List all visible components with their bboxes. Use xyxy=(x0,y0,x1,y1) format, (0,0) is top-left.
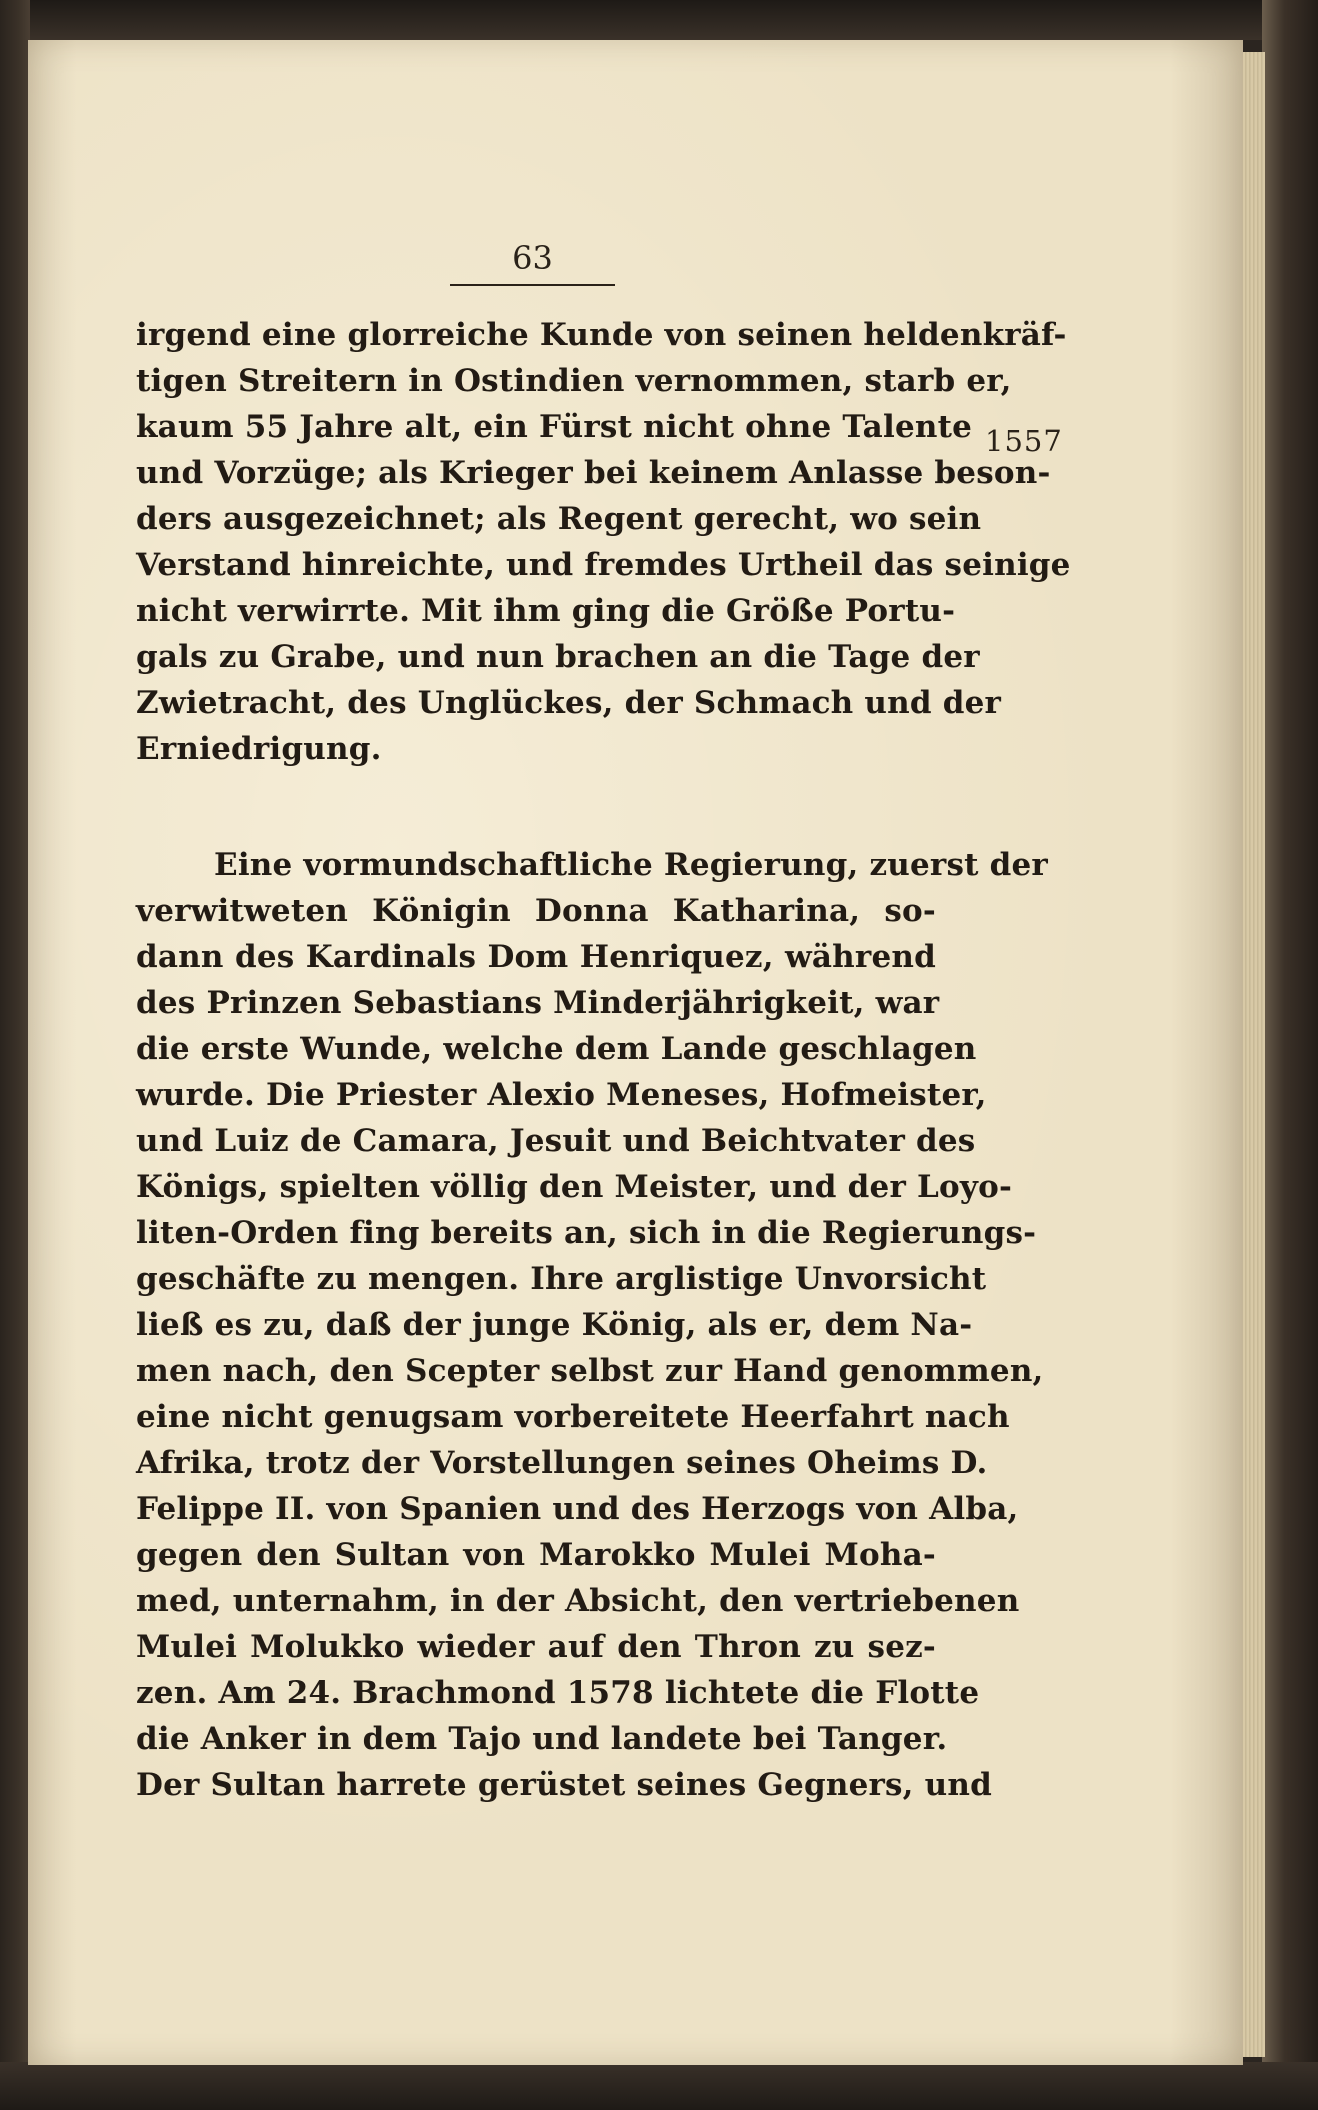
text-line: Der Sultan harrete gerüstet seines Gegners, und xyxy=(136,1767,993,1803)
text-line: des Prinzen Sebastians Minderjährigkeit, war xyxy=(136,985,940,1021)
text-line: eine nicht genugsam vorbereitete Heerfahrt nach xyxy=(136,1399,1010,1435)
text-line: dann des Kardinals Dom Henriquez, während xyxy=(136,939,936,975)
book-cover-left xyxy=(0,0,30,2110)
text-line: kaum 55 Jahre alt, ein Fürst nicht ohne Talente xyxy=(136,409,973,445)
text-line: nicht verwirrte. Mit ihm ging die Größe Portu- xyxy=(136,593,956,629)
text-line: Verstand hinreichte, und fremdes Urtheil das seinige xyxy=(136,547,1071,583)
text-line: und Luiz de Camara, Jesuit und Beichtvater des xyxy=(136,1123,976,1159)
text-line: Erniedrigung. xyxy=(136,731,382,767)
text-line: ließ es zu, daß der junge König, als er, dem Na- xyxy=(136,1307,973,1343)
text-line: zen. Am 24. Brachmond 1578 lichtete die Flotte xyxy=(136,1675,980,1711)
text-line: tigen Streitern in Ostindien vernommen, starb er, xyxy=(136,363,1012,399)
header-rule xyxy=(450,284,615,286)
page-number: 63 xyxy=(512,239,553,277)
margin-year: 1557 xyxy=(985,424,1063,458)
text-line: men nach, den Scepter selbst zur Hand genommen, xyxy=(136,1353,1044,1389)
book-cover-right xyxy=(1262,0,1318,2110)
book-cover-top xyxy=(0,0,1318,40)
text-line: die Anker in dem Tajo und landete bei Tanger. xyxy=(136,1721,948,1757)
text-line: verwitweten Königin Donna Katharina, so- xyxy=(136,893,936,929)
text-line: Zwietracht, des Unglückes, der Schmach und der xyxy=(136,685,1002,721)
text-line: geschäfte zu mengen. Ihre arglistige Unvorsicht xyxy=(136,1261,987,1297)
text-line: Afrika, trotz der Vorstellungen seines Oheims D. xyxy=(136,1445,988,1481)
paragraph-gap xyxy=(136,772,936,842)
text-line: Mulei Molukko wieder auf den Thron zu sez- xyxy=(136,1629,936,1665)
text-line: Felippe II. von Spanien und des Herzogs von Alba, xyxy=(136,1491,1019,1527)
text-line: irgend eine glorreiche Kunde von seinen heldenkräf- xyxy=(136,317,1067,353)
paragraph-2 xyxy=(136,842,1048,1808)
text-line: gals zu Grabe, und nun brachen an die Tage der xyxy=(136,639,980,675)
text-line: Königs, spielten völlig den Meister, und der Loyo- xyxy=(136,1169,1013,1205)
page-header xyxy=(450,238,615,286)
text-line: die erste Wunde, welche dem Lande geschlagen xyxy=(136,1031,977,1067)
text-line: ders ausgezeichnet; als Regent gerecht, wo sein xyxy=(136,501,982,537)
text-line: liten-Orden fing bereits an, sich in die Regierungs- xyxy=(136,1215,1037,1251)
text-line: wurde. Die Priester Alexio Meneses, Hofmeister, xyxy=(136,1077,987,1113)
text-line: med, unternahm, in der Absicht, den vertriebenen xyxy=(136,1583,1020,1619)
book-cover-bottom xyxy=(0,2062,1318,2110)
text-line: Eine vormundschaftliche Regierung, zuerst der xyxy=(214,847,1048,883)
text-line: gegen den Sultan von Marokko Mulei Moha- xyxy=(136,1537,936,1573)
text-line: und Vorzüge; als Krieger bei keinem Anlasse beson- xyxy=(136,455,1051,491)
page-edges xyxy=(1243,52,1265,2057)
